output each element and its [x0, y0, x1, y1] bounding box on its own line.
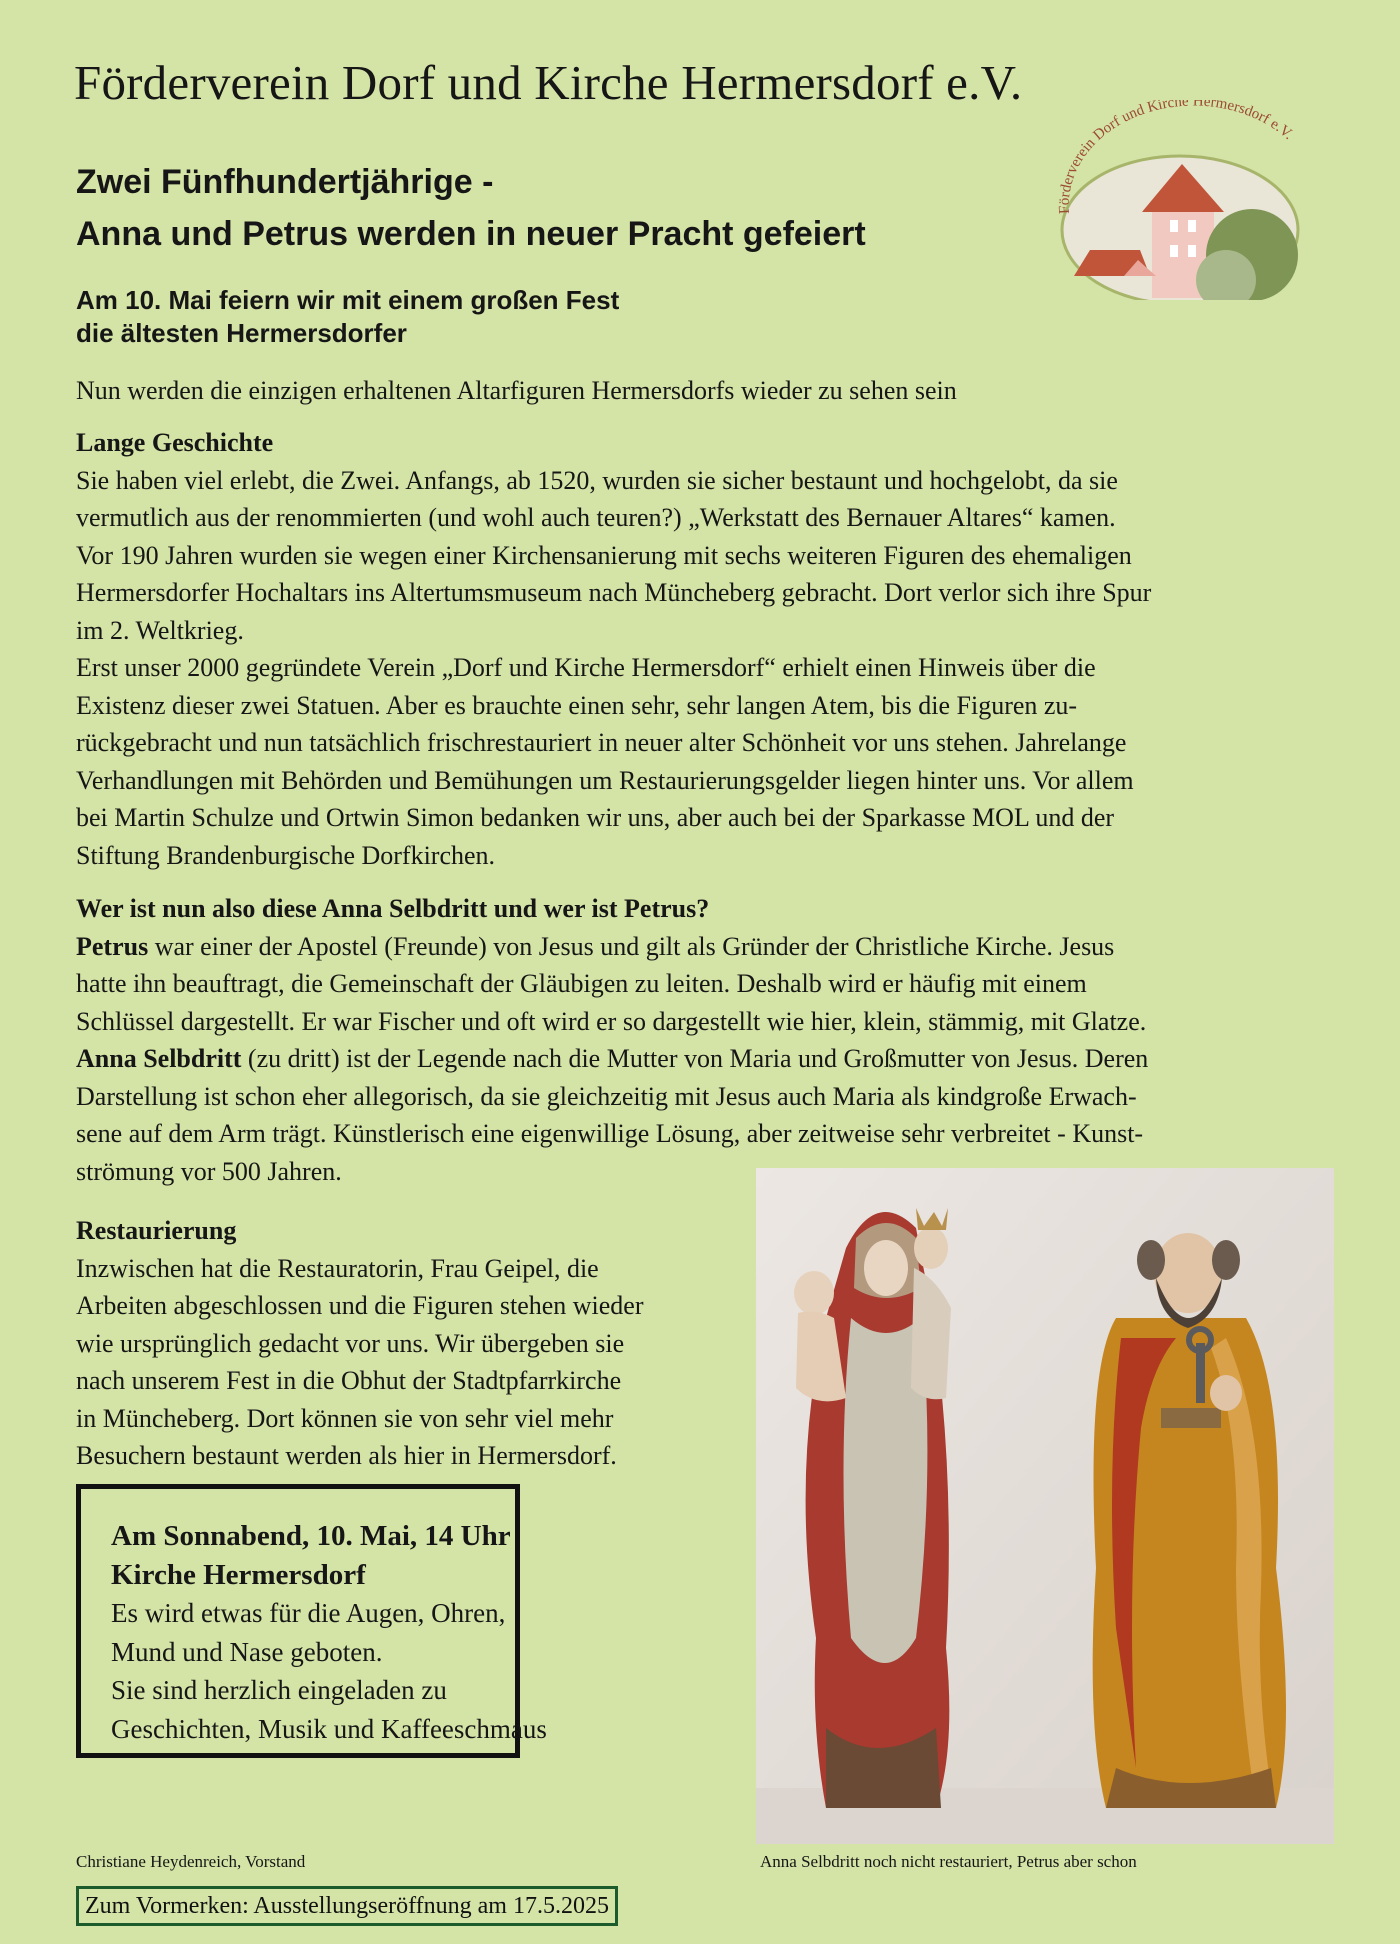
subheadline-line-1: Am 10. Mai feiern wir mit einem großen Fest [76, 285, 620, 315]
section-restoration [76, 1212, 756, 1475]
history-line: bei Martin Schulze und Ortwin Simon bedanken wir uns, aber auch bei der Sparkasse MOL und der [76, 803, 1115, 832]
lead-paragraph: Nun werden die einzigen erhaltenen Altarfiguren Hermersdorfs wieder zu sehen sein [76, 376, 957, 405]
subheadline-line-2: die ältesten Hermersdorfer [76, 318, 407, 348]
history-line: Hermersdorfer Hochaltars ins Altertumsmuseum nach Müncheberg gebracht. Dort verlor sich ihre Spur [76, 578, 1152, 607]
section-who-heading: Wer ist nun also diese Anna Selbdritt und wer ist Petrus? [76, 894, 710, 923]
history-line: Erst unser 2000 gegründete Verein „Dorf und Kirche Hermersdorf“ erhielt einen Hinweis über die [76, 653, 1096, 682]
anna-figure [794, 1208, 951, 1808]
history-line: vermutlich aus der renommierten (und wohl auch teuren?) „Werkstatt des Bernauer Altares“ kamen. [76, 503, 1116, 532]
petrus-line: Schlüssel dargestellt. Er war Fischer und oft wird er so dargestellt wie hier, klein, stämmig, mit Glatze. [76, 1006, 1147, 1036]
anna-line: strömung vor 500 Jahren. [76, 1156, 342, 1186]
petrus-line: hatte ihn beauftragt, die Gemeinschaft der Gläubigen zu leiten. Deshalb wird er häufig mit einem [76, 969, 1087, 998]
anna-name: Anna Selbdritt [76, 1044, 242, 1073]
save-the-date-box: Zum Vormerken: Ausstellungseröffnung am 17.5.2025 [76, 1886, 618, 1926]
event-line: Sie sind herzlich eingeladen zu [111, 1675, 447, 1705]
petrus-intro: war einer der Apostel (Freunde) von Jesus und gilt als Gründer der Christliche Kirche. Jesus [148, 931, 1115, 961]
history-line: im 2. Weltkrieg. [76, 615, 244, 645]
subheadline [76, 284, 619, 350]
anna-line: Darstellung ist schon eher allegorisch, da sie gleichzeitig mit Jesus auch Maria als kindgroße Erwach- [76, 1081, 1137, 1111]
petrus-name: Petrus [76, 931, 149, 961]
history-line: Existenz dieser zwei Statuen. Aber es brauchte einen sehr, sehr langen Atem, bis die Figuren zu- [76, 690, 1078, 720]
restoration-line: wie ursprünglich gedacht vor uns. Wir übergeben sie [76, 1328, 625, 1358]
history-line: rückgebracht und nun tatsächlich frischrestauriert in neuer alter Schönheit vor uns stehen. Jahrelange [76, 728, 1127, 757]
petrus-line [76, 928, 1336, 966]
headline-line-1: Zwei Fünfhundertjährige - [76, 163, 494, 201]
history-line: Verhandlungen mit Behörden und Bemühungen um Restaurierungsgelder liegen hinter uns. Vor allem [76, 765, 1134, 795]
restoration-line: Arbeiten abgeschlossen und die Figuren stehen wieder [76, 1291, 644, 1320]
association-logo [1030, 100, 1320, 300]
history-line: Sie haben viel erlebt, die Zwei. Anfangs, ab 1520, wurden sie sicher bestaunt und hochgelobt, da sie [76, 465, 1118, 495]
restoration-line: Besuchern bestaunt werden als hier in Hermersdorf. [76, 1441, 617, 1470]
headline-line-2: Anna und Petrus werden in neuer Pracht gefeiert [76, 215, 866, 253]
headline [76, 156, 866, 260]
logo-ring-text: Förderverein Dorf und Kirche Hermersdorf e.V. [1056, 100, 1297, 215]
saint-figures-photo-icon [756, 1168, 1334, 1844]
section-who [76, 890, 1336, 1190]
saint-figures-photo [756, 1168, 1334, 1844]
event-line: Geschichten, Musik und Kaffeeschmaus [111, 1713, 547, 1744]
history-line: Stiftung Brandenburgische Dorfkirchen. [76, 840, 496, 870]
history-line: Vor 190 Jahren wurden sie wegen einer Kirchensanierung mit sechs weiteren Figuren des ehemaligen [76, 540, 1132, 570]
restoration-line: nach unserem Fest in die Obhut der Stadtpfarrkirche [76, 1366, 622, 1395]
organization-title: Förderverein Dorf und Kirche Hermersdorf e.V. [74, 55, 1023, 110]
signature: Christiane Heydenreich, Vorstand [76, 1852, 306, 1871]
anna-line: sene auf dem Arm trägt. Künstlerisch eine eigenwillige Lösung, aber zeitweise sehr verbreitet - Kunst- [76, 1119, 1144, 1148]
restoration-line: Inzwischen hat die Restauratorin, Frau Geipel, die [76, 1253, 599, 1283]
event-line: Es wird etwas für die Augen, Ohren, [111, 1598, 506, 1628]
section-restoration-heading: Restaurierung [76, 1216, 237, 1245]
church-tower-logo-icon [1030, 100, 1320, 300]
anna-line [76, 1040, 1336, 1078]
restoration-line: in Müncheberg. Dort können sie von sehr viel mehr [76, 1403, 614, 1433]
event-line: Mund und Nase geboten. [111, 1636, 383, 1667]
event-when: Am Sonnabend, 10. Mai, 14 Uhr [111, 1520, 511, 1552]
section-history-heading: Lange Geschichte [76, 428, 274, 457]
photo-caption: Anna Selbdritt noch nicht restauriert, Petrus aber schon [760, 1852, 1137, 1871]
event-box [76, 1484, 547, 1758]
section-history [76, 424, 1336, 874]
event-where: Kirche Hermersdorf [111, 1558, 366, 1591]
anna-intro: (zu dritt) ist der Legende nach die Mutter von Maria und Großmutter von Jesus. Deren [241, 1044, 1149, 1073]
